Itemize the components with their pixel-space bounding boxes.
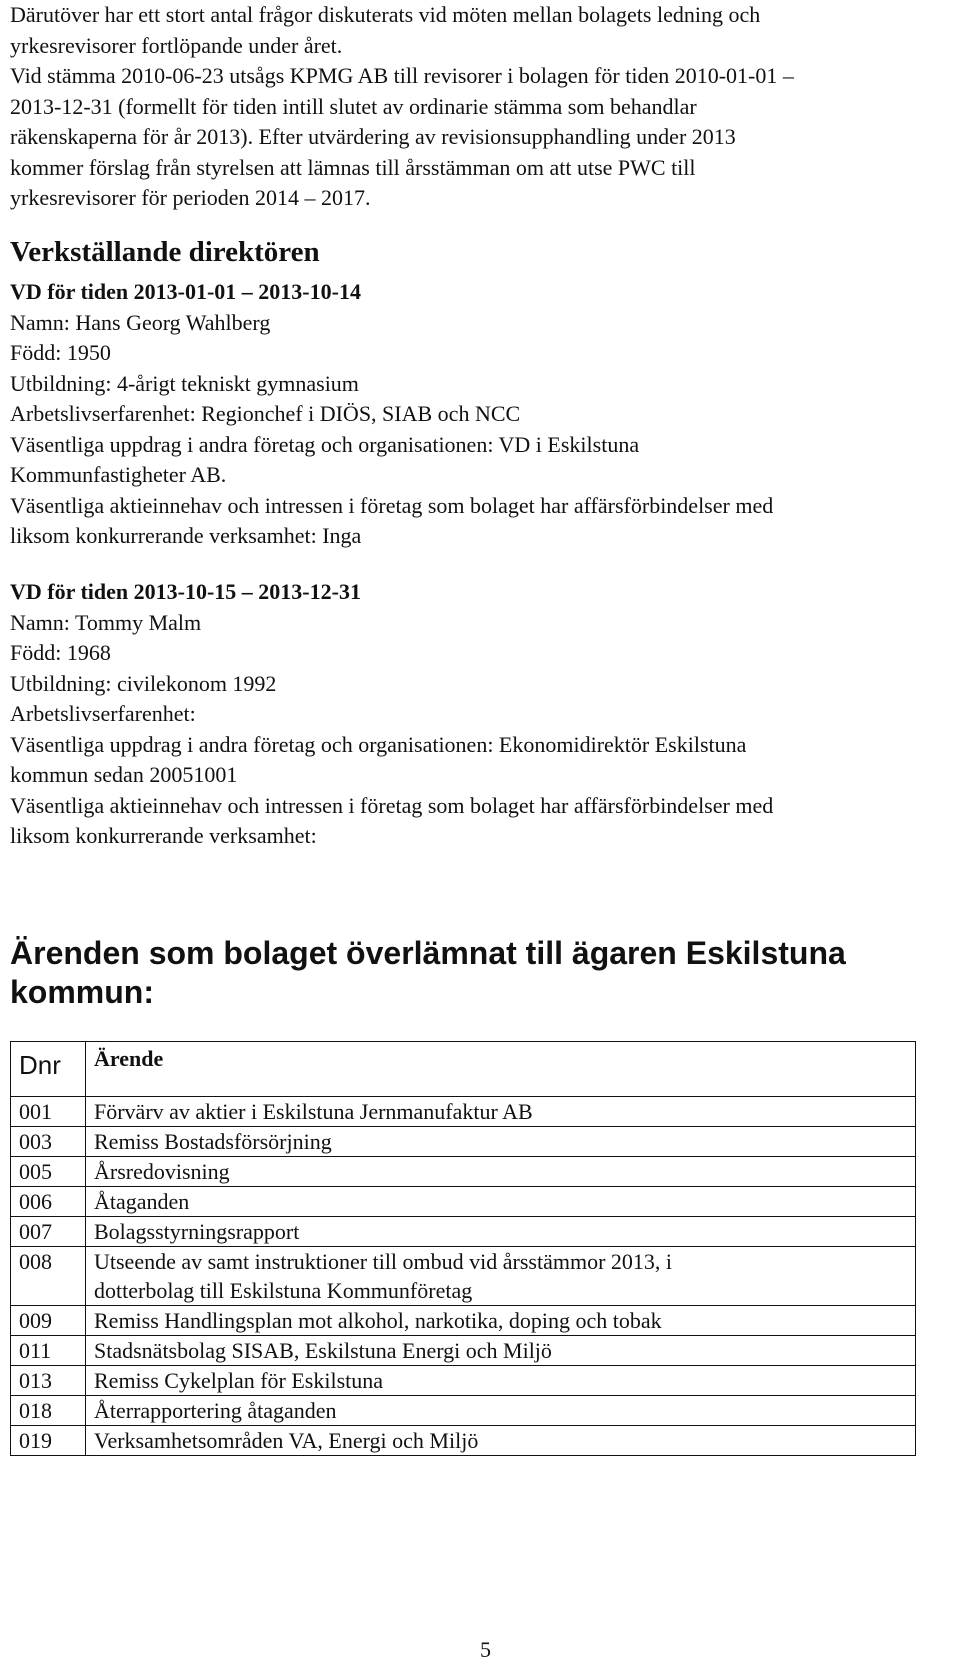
vd-block-1 [10, 277, 773, 552]
cell-arende: Återrapportering åtaganden [86, 1396, 916, 1426]
cell-dnr: 018 [11, 1396, 86, 1426]
table-row [11, 1366, 916, 1396]
intro-line: yrkesrevisorer fortlöpande under året. [10, 32, 343, 58]
vd-experience: Arbetslivserfarenhet: [10, 701, 196, 726]
intro-line: 2013-12-31 (formellt för tiden intill slutet av ordinarie stämma som behandlar [10, 93, 697, 119]
table-row [11, 1157, 916, 1187]
table-row [11, 1396, 916, 1426]
arenden-heading-line1: Ärenden som bolaget överlämnat till ägaren Eskilstuna [10, 935, 846, 971]
vd-name: Namn: Tommy Malm [10, 609, 202, 635]
table-header-row [11, 1042, 916, 1097]
cell-dnr: 005 [11, 1157, 86, 1187]
vd-name: Namn: Hans Georg Wahlberg [10, 309, 271, 335]
table-row [11, 1127, 916, 1157]
vd-assignments-cont: kommun sedan 20051001 [10, 762, 238, 787]
page-number: 5 [480, 1637, 491, 1662]
intro-line: yrkesrevisorer för perioden 2014 – 2017. [10, 185, 371, 210]
vd-holdings: Väsentliga aktieinnehav och intressen i företag som bolaget har affärsförbindelser med [10, 792, 774, 818]
vd-education: Utbildning: civilekonom 1992 [10, 670, 277, 696]
cell-dnr: 008 [11, 1247, 86, 1306]
vd-holdings: Väsentliga aktieinnehav och intressen i företag som bolaget har affärsförbindelser med [10, 492, 774, 518]
intro-line: kommer förslag från styrelsen att lämnas till årsstämman om att utse PWC till [10, 154, 696, 180]
arenden-table [10, 1041, 916, 1456]
cell-arende: Bolagsstyrningsrapport [86, 1217, 916, 1247]
table-row [11, 1187, 916, 1217]
vd-section-heading: Verkställande direktören [10, 236, 320, 268]
vd-assignments-cont: Kommunfastigheter AB. [10, 462, 227, 487]
intro-line: räkenskaperna för år 2013). Efter utvärdering av revisionsupphandling under 2013 [10, 124, 736, 149]
table-row [11, 1247, 916, 1306]
vd-holdings-cont: liksom konkurrerande verksamhet: Inga [10, 523, 362, 548]
table-row [11, 1426, 916, 1456]
intro-line: Därutöver har ett stort antal frågor diskuterats vid möten mellan bolagets ledning och [10, 2, 761, 27]
intro-line: Vid stämma 2010-06-23 utsågs KPMG AB till revisorer i bolagen för tiden 2010-01-01 – [10, 63, 794, 88]
vd-period: VD för tiden 2013-01-01 – 2013-10-14 [10, 279, 361, 304]
cell-dnr: 009 [11, 1306, 86, 1336]
cell-arende: Stadsnätsbolag SISAB, Eskilstuna Energi och Miljö [86, 1336, 916, 1366]
cell-dnr: 001 [11, 1097, 86, 1127]
vd-period: VD för tiden 2013-10-15 – 2013-12-31 [10, 579, 361, 604]
column-header-dnr: Dnr [11, 1042, 86, 1097]
cell-arende: Årsredovisning [86, 1157, 916, 1187]
table-row [11, 1097, 916, 1127]
cell-dnr: 011 [11, 1336, 86, 1366]
intro-paragraph [10, 0, 925, 214]
vd-born: Född: 1950 [10, 340, 111, 365]
cell-dnr: 003 [11, 1127, 86, 1157]
vd-assignments: Väsentliga uppdrag i andra företag och organisationen: VD i Eskilstuna [10, 431, 640, 457]
arenden-heading-line2: kommun: [10, 974, 154, 1010]
cell-dnr: 007 [11, 1217, 86, 1247]
cell-arende-line1: Utseende av samt instruktioner till ombud vid årsstämmor 2013, i [94, 1249, 673, 1274]
column-header-arende: Ärende [86, 1042, 916, 1097]
vd-assignments: Väsentliga uppdrag i andra företag och organisationen: Ekonomidirektör Eskilstuna [10, 731, 747, 757]
cell-arende: Förvärv av aktier i Eskilstuna Jernmanufaktur AB [86, 1097, 916, 1127]
vd-experience: Arbetslivserfarenhet: Regionchef i DIÖS, SIAB och NCC [10, 401, 521, 426]
vd-education: Utbildning: 4-årigt tekniskt gymnasium [10, 370, 359, 396]
arenden-heading [10, 934, 910, 1012]
table-row [11, 1217, 916, 1247]
cell-arende: Verksamhetsområden VA, Energi och Miljö [86, 1426, 916, 1456]
vd-holdings-cont: liksom konkurrerande verksamhet: [10, 823, 317, 848]
cell-dnr: 013 [11, 1366, 86, 1396]
cell-dnr: 006 [11, 1187, 86, 1217]
vd-block-2 [10, 577, 773, 852]
cell-arende: Remiss Handlingsplan mot alkohol, narkotika, doping och tobak [86, 1306, 916, 1336]
cell-arende: Remiss Cykelplan för Eskilstuna [86, 1366, 916, 1396]
cell-dnr: 019 [11, 1426, 86, 1456]
cell-arende-line2: dotterbolag till Eskilstuna Kommunföretag [94, 1278, 473, 1303]
table-row [11, 1306, 916, 1336]
cell-arende: Åtaganden [86, 1187, 916, 1217]
cell-arende: Remiss Bostadsförsörjning [86, 1127, 916, 1157]
table-row [11, 1336, 916, 1366]
cell-arende [86, 1247, 916, 1306]
vd-born: Född: 1968 [10, 640, 111, 665]
